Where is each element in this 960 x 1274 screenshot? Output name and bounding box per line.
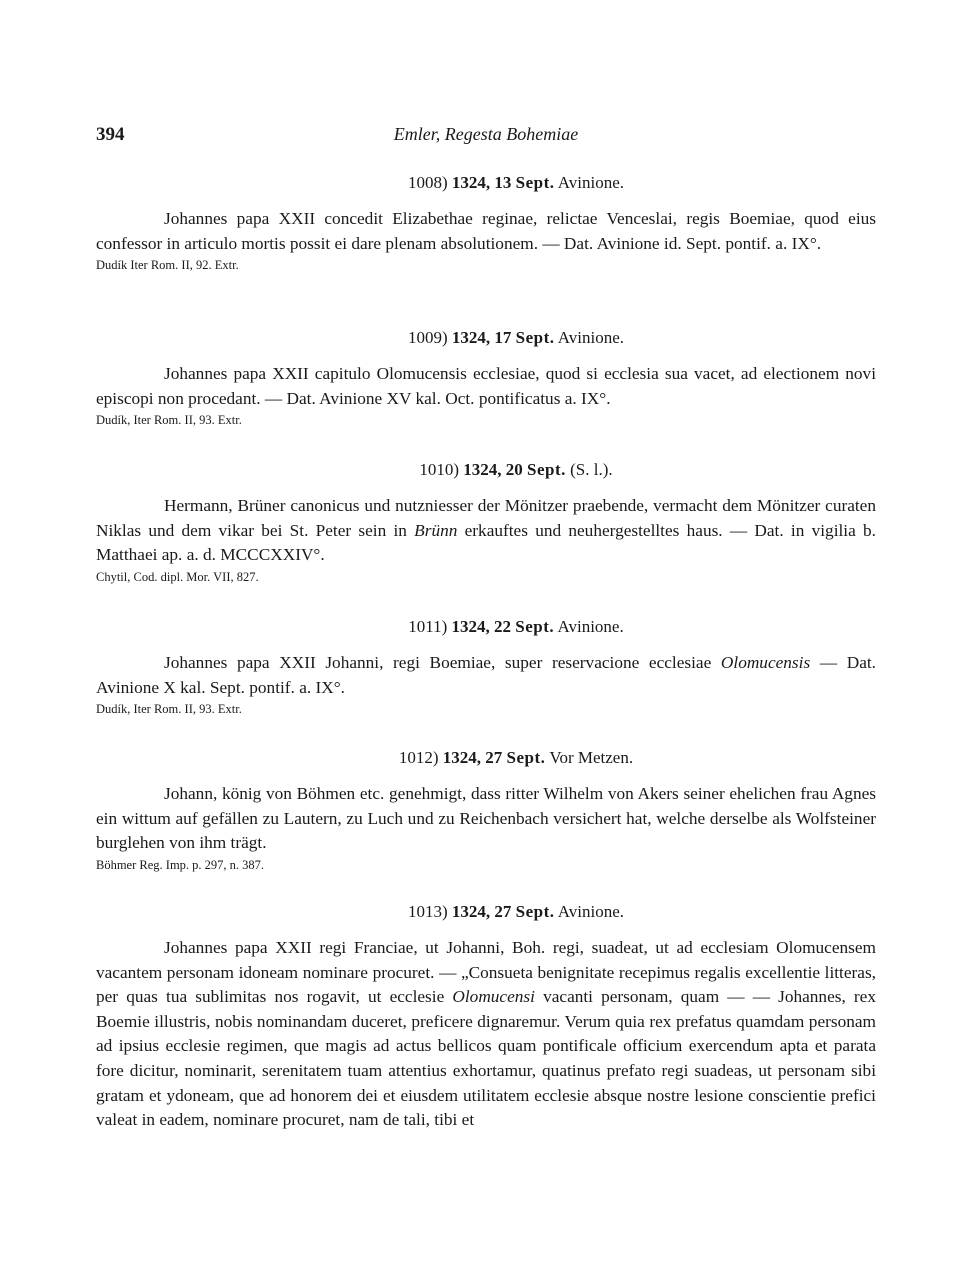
- entry-heading: [96, 615, 876, 639]
- entry-heading: [96, 900, 876, 924]
- entry-month: Sept.: [515, 173, 555, 192]
- entry-month: Sept.: [515, 328, 555, 347]
- entry-number: 1008): [407, 173, 448, 192]
- entry-heading: [96, 326, 876, 350]
- running-title: Emler, Regesta Bohemiae: [393, 124, 579, 144]
- regest-entry-1013: [96, 900, 876, 1133]
- entry-month: Sept.: [515, 617, 555, 636]
- entry-text-part: vacanti personam, quam — — Johannes, rex Boemie illustris, nobis nominandam duceret, preficere dignaremur. Verum quia rex prefatus quamdam personam ad ipsius ecclesie regimen, que magis ad actus bellicos quam pontificale officium exercendum apta et parata fore dicitur, nominarit, serenitatem tuam attentius exhortamur, quatinus prefato regi suadeas, ut personam sibi gratam et ydoneam, que ad honorem dei et eiusdem utilitatem ecclesie absque nostre lesione conscientie prefici valeat in eadem, nominare procuret, nam de tali, tibi et: [96, 987, 876, 1130]
- entry-source: Dudík, Iter Rom. II, 93. Extr.: [96, 413, 242, 428]
- entry-number: 1010): [419, 460, 460, 479]
- entry-date: 1324, 27: [442, 748, 503, 767]
- entry-source: Dudík Iter Rom. II, 92. Extr.: [96, 258, 239, 273]
- regest-entry-1008: [96, 171, 876, 274]
- entry-text-italic: Olomucensi: [452, 987, 535, 1007]
- entry-number: 1011): [408, 617, 448, 636]
- entry-heading: [96, 458, 876, 482]
- entry-text: [96, 651, 876, 700]
- entry-heading: [96, 171, 876, 195]
- regest-entry-1010: [96, 458, 876, 586]
- entry-text-part: Johannes papa XXII Johanni, regi Boemiae, super reservacione ecclesiae: [164, 653, 721, 672]
- entry-text: Johann, könig von Böhmen etc. genehmigt, dass ritter Wilhelm von Akers seiner ehelichen frau Agnes ein wittum auf gefällen zu Lautern, zu Luch und zu Reichenbach versichert hat, welche derselbe als Wolfsteiner burglehen von ihm trägt.: [96, 784, 876, 853]
- regest-entry-1011: [96, 615, 876, 718]
- entry-place: Avinione.: [557, 328, 625, 347]
- entry-date: 1324, 20: [463, 460, 523, 479]
- entry-text-part: Johannes papa XXII regi Franciae, ut Johanni, Boh. regi, suadeat, ut ad ecclesiam Olomucensem vacantem personam idoneam nominare procuret. — „Consueta benignitate recepimus regalis excellentie litteras, per quas tua sublimitas nos rogavit, ut ecclesie: [96, 938, 876, 1007]
- entry-place: Avinione.: [557, 902, 625, 921]
- entry-place: Avinione.: [557, 173, 625, 192]
- entry-place: Vor Metzen.: [549, 748, 634, 767]
- regest-entry-1009: [96, 326, 876, 429]
- entry-text: Johannes papa XXII capitulo Olomucensis ecclesiae, quod si ecclesia sua vacet, ad electionem novi episcopi non procedant. — Dat. Avinione XV kal. Oct. pontificatus a. IX°.: [96, 364, 876, 408]
- entry-text-part: erkauftes und neuhergestelltes haus. — Dat. in vigilia b. Matthaei ap. a. d. MCCCXXIV°.: [96, 520, 876, 565]
- entry-text: [96, 494, 876, 568]
- entry-source: Böhmer Reg. Imp. p. 297, n. 387.: [96, 857, 265, 872]
- entry-text: Johannes papa XXII concedit Elizabethae reginae, relictae Venceslai, regis Boemiae, quod eius confessor in articulo mortis possit ei dare plenam absolutionem. — Dat. Avinione id. Sept. pontif. a. IX°.: [96, 209, 876, 253]
- entry-heading: [96, 746, 876, 770]
- entry-source: Dudík, Iter Rom. II, 93. Extr.: [96, 702, 242, 717]
- entry-month: Sept.: [506, 748, 546, 767]
- entry-date: 1324, 22: [451, 617, 512, 636]
- entry-place: (S. l.).: [570, 460, 613, 479]
- entry-text-italic: Brünn: [414, 520, 458, 540]
- entry-number: 1013): [407, 902, 448, 921]
- entry-source: Chytil, Cod. dipl. Mor. VII, 827.: [96, 569, 259, 584]
- entry-date: 1324, 27: [451, 902, 512, 921]
- running-head: [96, 124, 876, 154]
- entry-month: Sept.: [527, 460, 566, 479]
- entry-date: 1324, 17: [451, 328, 512, 347]
- entry-number: 1009): [407, 328, 448, 347]
- regest-entry-1012: [96, 746, 876, 874]
- entry-month: Sept.: [515, 902, 555, 921]
- page-number: 394: [96, 124, 125, 145]
- entry-text: [96, 936, 876, 1133]
- entry-place: Avinione.: [557, 617, 624, 636]
- entry-date: 1324, 13: [451, 173, 512, 192]
- entry-number: 1012): [398, 748, 439, 767]
- entry-text-italic: Olomucensis: [720, 653, 811, 672]
- entry-text-part: Hermann, Brüner canonicus und nutzniesser der Mönitzer praebende, vermacht dem Mönitzer curaten Niklas und dem vikar bei St. Peter sein in: [96, 496, 876, 540]
- entry-text-part: — Dat. Avinione X kal. Sept. pontif. a. IX°.: [96, 653, 877, 697]
